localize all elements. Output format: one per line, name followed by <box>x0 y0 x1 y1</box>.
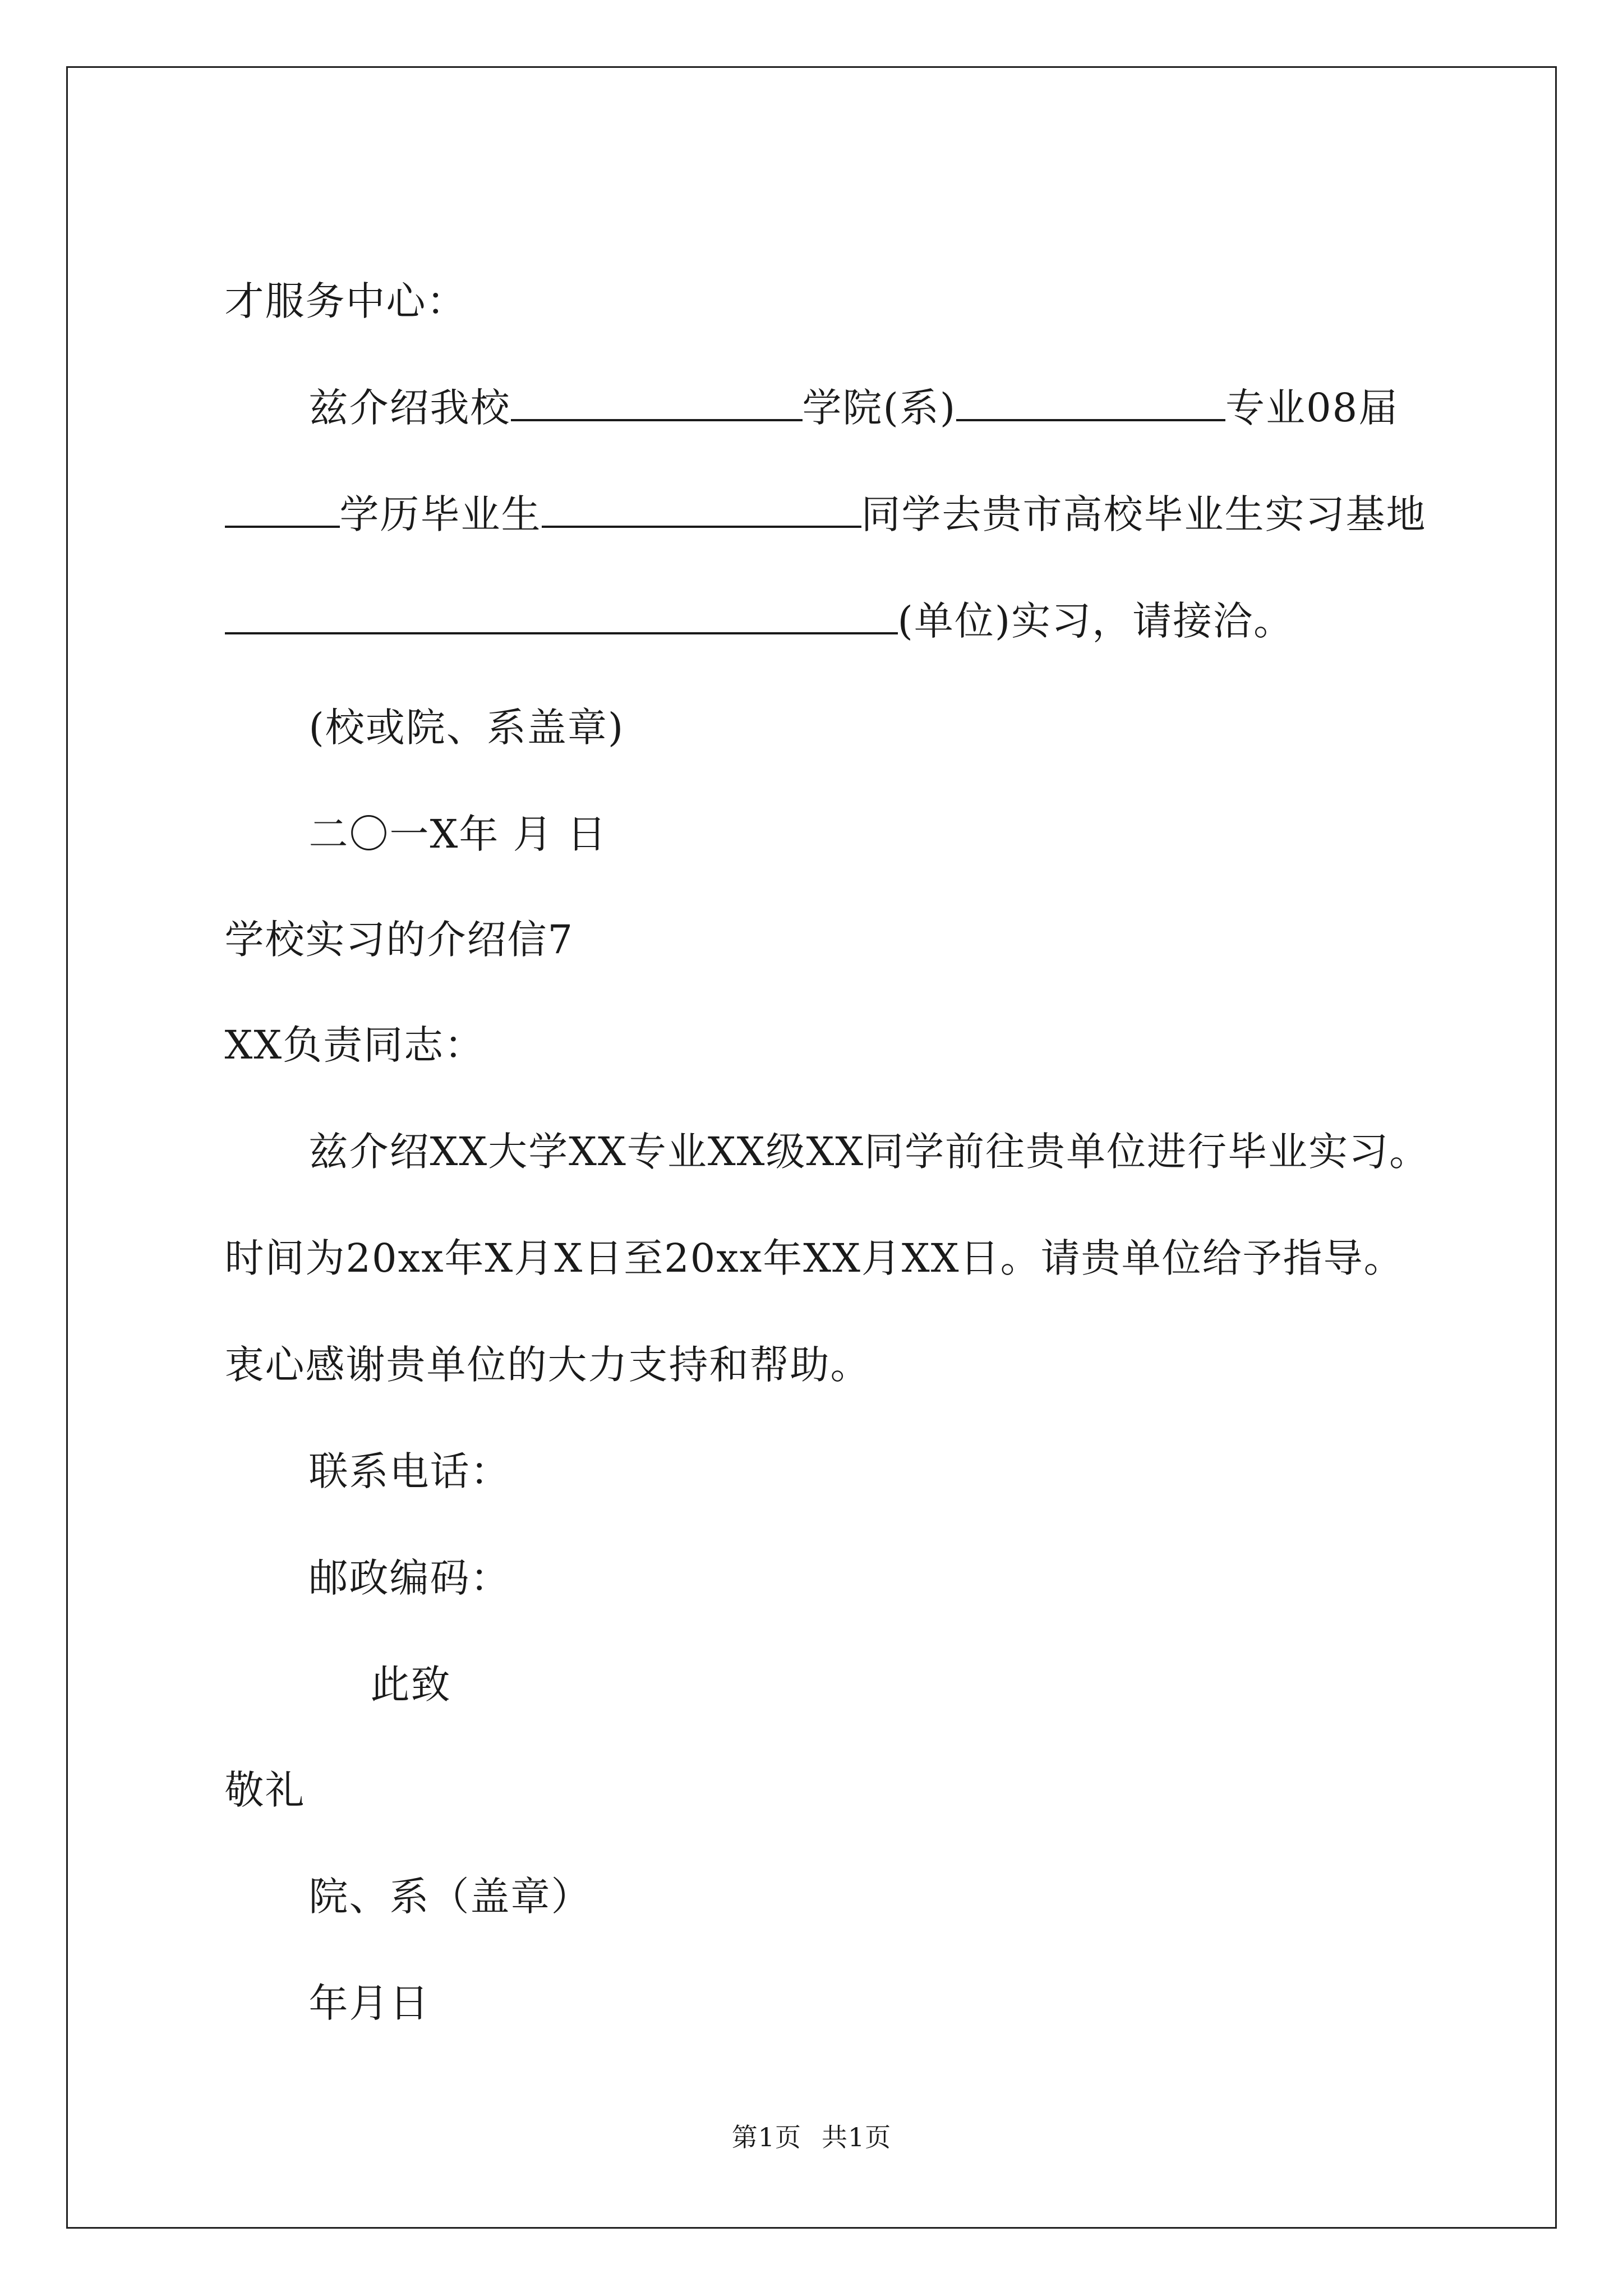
text: 联系电话： <box>308 1448 511 1494</box>
letter2-salute <box>197 1714 306 1815</box>
letter2-phone <box>282 1396 511 1497</box>
letter-line-stamp <box>282 652 624 753</box>
letter2-closing <box>343 1609 451 1710</box>
section-title <box>197 864 574 965</box>
page-total: 共1页 <box>822 2122 892 2152</box>
text: (单位)实习，请接洽。 <box>897 598 1294 644</box>
text: 邮政编码： <box>308 1555 511 1601</box>
letter2-body-1 <box>282 1076 1430 1177</box>
text: 院、系（盖章） <box>308 1874 592 1920</box>
letter2-signature <box>282 1821 592 1922</box>
letter-line-recipient <box>197 226 467 326</box>
text: (校或院、系盖章) <box>308 705 625 751</box>
letter2-body-3 <box>197 1289 871 1390</box>
letter-line-student <box>197 439 1427 540</box>
text: 学历毕业生 <box>339 491 542 537</box>
text: 二〇一X年 月 日 <box>308 811 607 857</box>
page-footer <box>0 2120 1623 2154</box>
text: 才服务中心： <box>224 278 467 324</box>
blank-college[interactable] <box>956 384 1225 421</box>
blank-school[interactable] <box>511 384 803 421</box>
text: 敬礼 <box>224 1767 306 1813</box>
blank-degree[interactable] <box>225 491 340 528</box>
text: 同学去贵市高校毕业生实习基地 <box>861 491 1427 537</box>
text: 专业08届 <box>1225 385 1399 431</box>
text: 兹介绍我校 <box>308 385 511 431</box>
text: 衷心感谢贵单位的大力支持和帮助。 <box>224 1342 871 1388</box>
text: 时间为20xx年X月X日至20xx年XX月XX日。请贵单位给予指导。 <box>224 1235 1404 1281</box>
letter-line-intro <box>282 332 1399 433</box>
letter2-body-2 <box>197 1182 1404 1283</box>
blank-student-name[interactable] <box>542 491 861 528</box>
letter2-recipient <box>197 969 485 1070</box>
blank-unit[interactable] <box>225 597 898 634</box>
text: XX负责同志： <box>224 1022 485 1068</box>
text: 学院(系) <box>802 385 957 431</box>
text: 年月日 <box>308 1980 430 2026</box>
letter-line-date <box>282 758 607 859</box>
letter2-postcode <box>282 1502 511 1603</box>
text: 学校实习的介绍信7 <box>224 917 574 963</box>
text: 此致 <box>370 1662 451 1708</box>
text: 兹介绍XX大学XX专业XX级XX同学前往贵单位进行毕业实习。 <box>308 1129 1430 1175</box>
letter2-date <box>282 1927 430 2028</box>
letter-line-unit <box>197 545 1294 646</box>
page-current: 第1页 <box>731 2122 801 2152</box>
